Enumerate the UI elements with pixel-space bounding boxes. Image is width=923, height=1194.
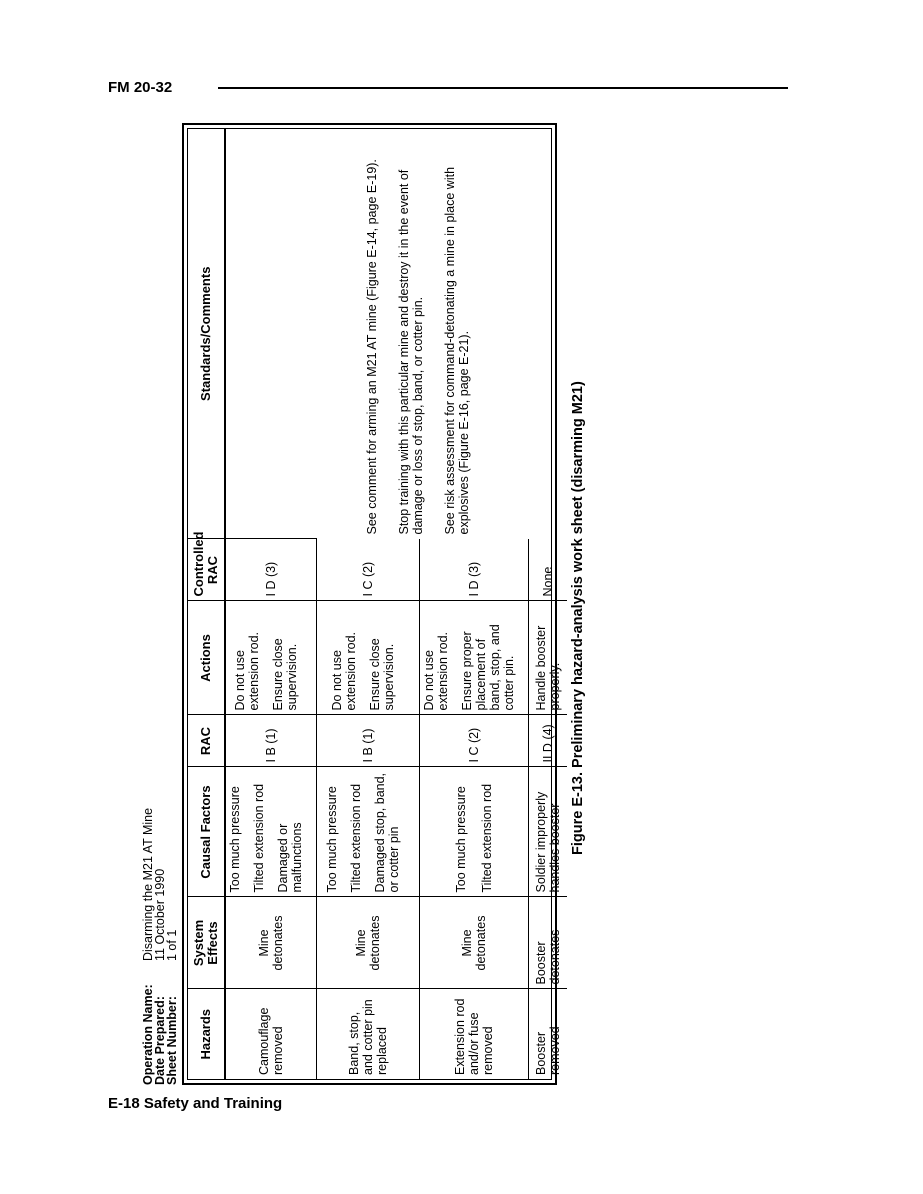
figure-caption: Figure E-13. Preliminary hazard-analysis work sheet (disarming M21) [570,381,586,855]
rac-cell: I C (2) [420,715,529,767]
controlled-rac-cell: I D (3) [420,539,529,601]
cause-item: Too much pressure [325,786,339,893]
col-header-causal-factors: Causal Factors [188,767,225,897]
hazard-cell: Extension rod and/or fuse removed [420,989,529,1079]
causes-cell [529,767,567,897]
meta-sheet [166,808,178,1085]
page-footer: E-18 Safety and Training [108,1095,283,1112]
col-header-system-effects: System Effects [188,897,225,989]
causes-cell [225,767,317,897]
comment-item: See comment for arming an M21 AT mine (Figure E-14, page E-19). [365,159,380,535]
effect-cell: Mine detonates [225,897,317,989]
cause-item: Tilted extension rod [252,783,266,893]
actions-cell [317,601,420,715]
actions-cell [420,601,529,715]
actions-cell [225,601,317,715]
comments-cell [225,129,567,539]
date-value: 11 October 1990 [153,868,167,961]
hazard-cell: Booster removed [529,989,567,1079]
actions-cell [529,601,567,715]
col-header-standards-comments: Standards/Comments [188,129,225,539]
sheet-label: Sheet Number: [165,996,179,1085]
operation-value: Disarming the M21 AT Mine [141,807,155,961]
action-item: Do not use extension rod. [422,631,450,711]
action-item: Do not use extension rod. [330,631,358,711]
hazard-cell: Band, stop, and cotter pin replaced [317,989,420,1079]
effect-cell: Booster detonates [529,897,567,989]
action-item: Ensure close supervision. [368,638,396,711]
effect-cell: Mine detonates [420,897,529,989]
cause-item: Tilted extension rod [480,783,494,893]
comment-item: See risk assessment for command-detonating a mine in place with explosives (Figure E-16, page E-21). [443,166,472,535]
action-item: Handle booster properly. [533,625,562,711]
controlled-rac-cell: I D (3) [225,539,317,601]
hazard-cell: Camouflage removed [225,989,317,1079]
rac-cell: I B (1) [317,715,420,767]
causes-cell [420,767,529,897]
worksheet-meta [142,808,178,1085]
comment-item: Stop training with this particular mine and destroy it in the event of damage or loss of stop, band, or cotter pin. [397,169,426,535]
table-row [225,129,317,1079]
action-item: Do not use extension rod. [233,631,261,711]
col-header-hazards: Hazards [188,989,225,1079]
rac-cell: II D (4) [529,715,567,767]
causes-cell [317,767,420,897]
col-header-actions: Actions [188,601,225,715]
col-header-rac: RAC [188,715,225,767]
cause-item: Too much pressure [454,786,468,893]
controlled-rac-cell: None [540,566,555,597]
effect-cell: Mine detonates [317,897,420,989]
rotated-figure [142,0,792,1085]
sheet-value: 1 of 1 [165,929,179,961]
hazard-table-inner [187,128,562,1080]
cause-item: Too much pressure [228,786,242,893]
hazard-table [188,129,567,1079]
cause-item: Tilted extension rod [349,783,363,893]
rac-cell: I B (1) [225,715,317,767]
date-label: Date Prepared: [153,996,167,1085]
col-header-controlled-rac: Controlled RAC [188,539,225,601]
action-item: Ensure close supervision. [271,638,299,711]
table-header-row [188,129,225,1079]
controlled-rac-cell: I C (2) [317,539,420,601]
operation-label: Operation Name: [141,984,155,1085]
document-id: FM 20-32 [108,79,173,96]
cause-item: Damaged or malfunctions [276,822,304,893]
action-item: Ensure proper placement of band, stop, and cotter pin. [460,624,516,711]
cause-item: Damaged stop, band, or cotter pin [373,772,401,893]
cause-item: Soldier improperly handles booster [533,791,562,893]
hazard-table-frame [182,123,562,1085]
